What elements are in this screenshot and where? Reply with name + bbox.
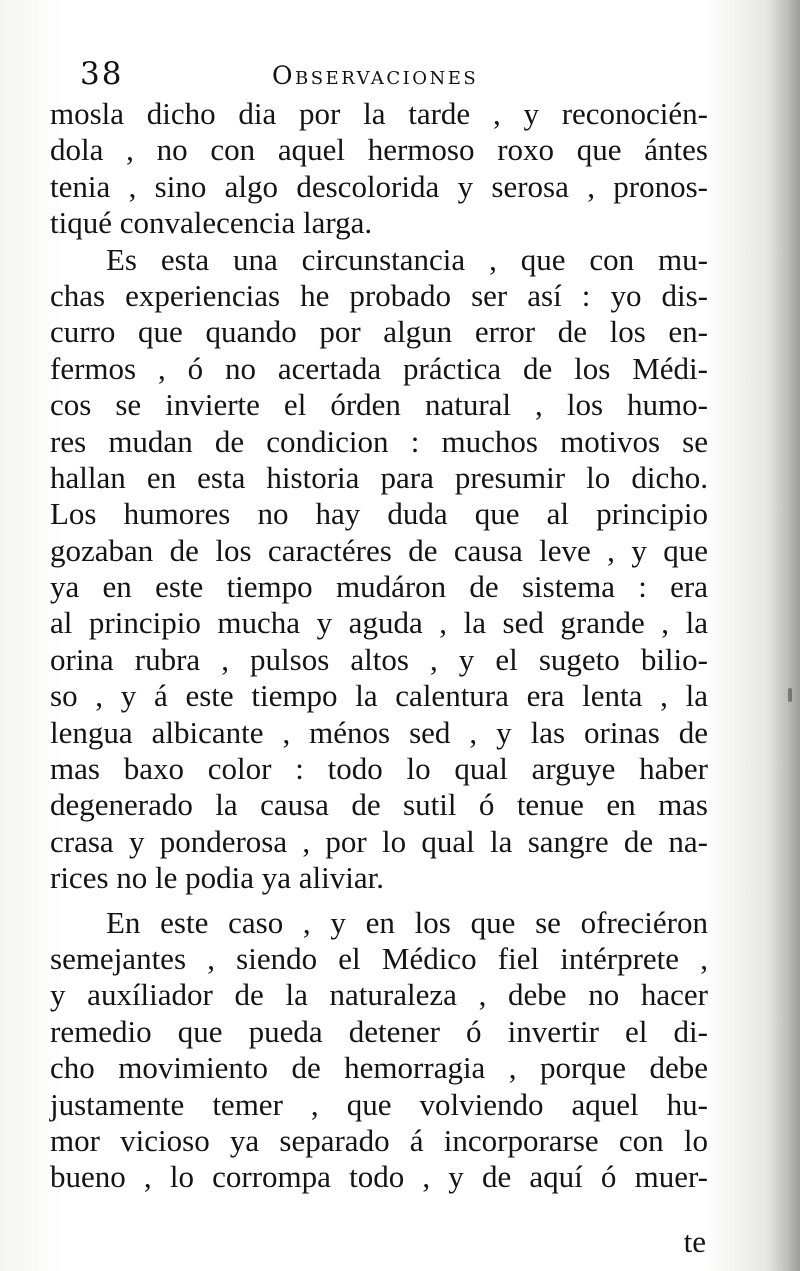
- text-line: crasa y ponderosa , por lo qual la sangre de na-: [50, 823, 708, 859]
- text-line: orina rubra , pulsos altos , y el sugeto bilio-: [50, 641, 708, 677]
- body-text: [50, 96, 708, 1196]
- text-line: al principio mucha y aguda , la sed grande , la: [50, 605, 708, 641]
- catchword: te: [683, 1224, 706, 1259]
- paragraph-1: [50, 96, 708, 242]
- text-line: degenerado la causa de sutil ó tenue en mas: [50, 787, 708, 823]
- page-number: 38: [80, 56, 124, 92]
- page-header: [80, 54, 700, 102]
- text-line: dola , no con aquel hermoso roxo que ántes: [50, 132, 708, 168]
- text-line: mosla dicho dia por la tarde , y reconocién-: [50, 96, 708, 131]
- running-title: Observaciones: [272, 61, 479, 90]
- text-line: curro que quando por algun error de los en-: [50, 314, 708, 350]
- text-line: remedio que pueda detener ó invertir el di-: [50, 1013, 708, 1049]
- text-line: mas baxo color : todo lo qual arguye haber: [50, 751, 708, 787]
- ink-speck: [788, 688, 792, 702]
- paragraph-3: [50, 905, 708, 1196]
- paragraph-2: [50, 242, 708, 897]
- text-line: En este caso , y en los que se ofreciéron: [106, 904, 708, 940]
- text-line: fermos , ó no acertada práctica de los Médi-: [50, 350, 708, 386]
- text-line: gozaban de los caractéres de causa leve , y que: [50, 532, 708, 568]
- text-line: bueno , lo corrompa todo , y de aquí ó muer-: [50, 1159, 708, 1195]
- text-line: chas experiencias he probado ser así : yo dis-: [50, 277, 708, 313]
- text-line: rices no le podia ya aliviar.: [50, 860, 384, 896]
- page-edge-shadow: [766, 0, 800, 1271]
- text-line: ya en este tiempo mudáron de sistema : era: [50, 569, 708, 605]
- text-line: cos se invierte el órden natural , los humo-: [50, 387, 708, 423]
- text-line: tiqué convalecencia larga.: [50, 205, 373, 241]
- text-line: cho movimiento de hemorragia , porque debe: [50, 1050, 708, 1086]
- text-line: Es esta una circunstancia , que con mu-: [106, 241, 708, 277]
- text-line: justamente temer , que volviendo aquel hu-: [50, 1086, 708, 1122]
- text-line: Los humores no hay duda que al principio: [50, 496, 708, 532]
- text-line: hallan en esta historia para presumir lo dicho.: [50, 459, 708, 495]
- text-line: semejantes , siendo el Médico fiel intérprete ,: [50, 940, 708, 976]
- text-line: mor vicioso ya separado á incorporarse con lo: [50, 1122, 708, 1158]
- text-line: y auxíliador de la naturaleza , debe no hacer: [50, 977, 708, 1013]
- text-line: tenia , sino algo descolorida y serosa , pronos-: [50, 168, 708, 204]
- text-line: res mudan de condicion : muchos motivos se: [50, 423, 708, 459]
- text-line: so , y á este tiempo la calentura era lenta , la: [50, 678, 708, 714]
- text-line: lengua albicante , ménos sed , y las orinas de: [50, 714, 708, 750]
